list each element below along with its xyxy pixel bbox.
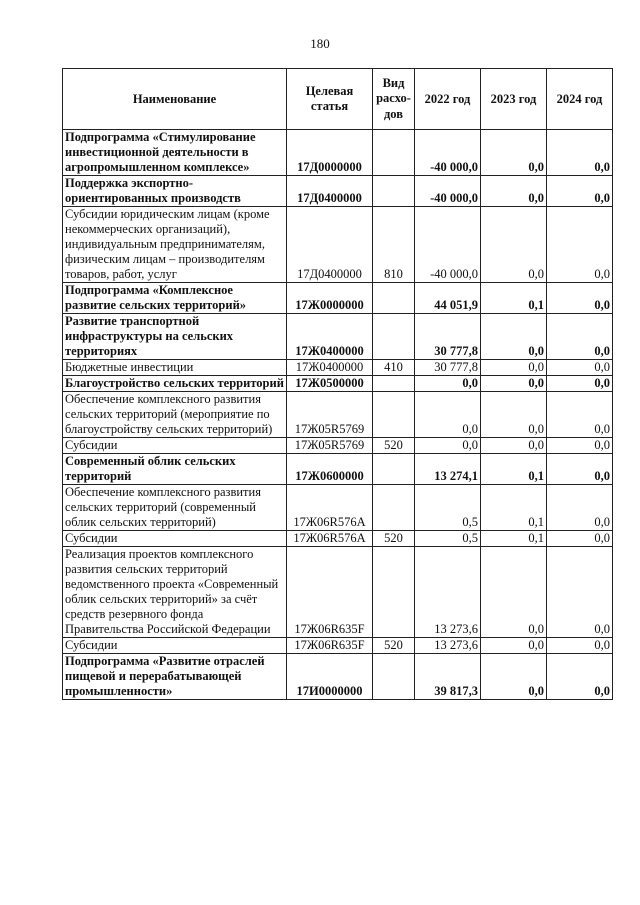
header-2023: 2023 год [481, 69, 547, 130]
table-row [63, 360, 613, 376]
row-name-cell: Обеспечение комплексного развития сельских территорий (современный облик сельских территорий) [63, 485, 287, 531]
header-2022: 2022 год [415, 69, 481, 130]
table-row [63, 376, 613, 392]
budget-table [62, 68, 613, 700]
row-name-cell: Благоустройство сельских территорий [63, 376, 287, 392]
row-type-cell [373, 283, 415, 314]
table-row [63, 130, 613, 176]
row-code-cell: 17Ж06R635F [287, 638, 373, 654]
row-type-cell: 520 [373, 438, 415, 454]
row-2023-cell: 0,0 [481, 360, 547, 376]
row-2023-cell: 0,0 [481, 654, 547, 700]
row-name-cell: Субсидии [63, 638, 287, 654]
row-type-cell [373, 485, 415, 531]
row-type-cell: 410 [373, 360, 415, 376]
row-2024-cell: 0,0 [547, 360, 613, 376]
row-2023-cell: 0,0 [481, 176, 547, 207]
table-row [63, 314, 613, 360]
row-name-cell: Субсидии [63, 531, 287, 547]
row-2023-cell: 0,0 [481, 207, 547, 283]
row-2024-cell: 0,0 [547, 547, 613, 638]
row-2022-cell: 13 273,6 [415, 547, 481, 638]
row-2024-cell: 0,0 [547, 314, 613, 360]
row-name-cell: Современный облик сельских территорий [63, 454, 287, 485]
row-2022-cell: 44 051,9 [415, 283, 481, 314]
row-type-cell [373, 130, 415, 176]
table-row [63, 283, 613, 314]
row-2024-cell: 0,0 [547, 638, 613, 654]
row-2023-cell: 0,1 [481, 531, 547, 547]
row-type-cell [373, 376, 415, 392]
row-2024-cell: 0,0 [547, 454, 613, 485]
table-body [63, 130, 613, 700]
table-row [63, 454, 613, 485]
row-code-cell: 17Ж0000000 [287, 283, 373, 314]
row-2023-cell: 0,1 [481, 283, 547, 314]
row-code-cell: 17Ж0600000 [287, 454, 373, 485]
row-2024-cell: 0,0 [547, 654, 613, 700]
row-2024-cell: 0,0 [547, 485, 613, 531]
row-2023-cell: 0,0 [481, 438, 547, 454]
row-type-cell [373, 314, 415, 360]
row-2022-cell: 0,0 [415, 438, 481, 454]
row-code-cell: 17Д0400000 [287, 207, 373, 283]
row-type-cell [373, 654, 415, 700]
table-row [63, 438, 613, 454]
row-2024-cell: 0,0 [547, 392, 613, 438]
row-2023-cell: 0,0 [481, 376, 547, 392]
row-name-cell: Развитие транспортной инфраструктуры на сельских территориях [63, 314, 287, 360]
row-type-cell [373, 392, 415, 438]
row-type-cell [373, 547, 415, 638]
row-name-cell: Бюджетные инвестиции [63, 360, 287, 376]
row-type-cell: 520 [373, 638, 415, 654]
row-code-cell: 17Ж06R576A [287, 531, 373, 547]
row-2022-cell: -40 000,0 [415, 176, 481, 207]
row-2022-cell: 0,5 [415, 485, 481, 531]
row-2024-cell: 0,0 [547, 376, 613, 392]
row-name-cell: Подпрограмма «Комплексное развитие сельских территорий» [63, 283, 287, 314]
row-name-cell: Подпрограмма «Развитие отраслей пищевой и перерабатывающей промышленности» [63, 654, 287, 700]
table-row [63, 547, 613, 638]
row-2024-cell: 0,0 [547, 531, 613, 547]
row-code-cell: 17Ж06R576A [287, 485, 373, 531]
table-row [63, 654, 613, 700]
row-name-cell: Обеспечение комплексного развития сельских территорий (мероприятие по благоустройству сельских территорий) [63, 392, 287, 438]
row-2022-cell: 13 273,6 [415, 638, 481, 654]
row-name-cell: Субсидии юридическим лицам (кроме некоммерческих организаций), индивидуальным предпринимателям, физическим лицам – производителям товаров, работ, услуг [63, 207, 287, 283]
row-code-cell: 17Д0000000 [287, 130, 373, 176]
table-row [63, 485, 613, 531]
row-code-cell: 17Д0400000 [287, 176, 373, 207]
row-2023-cell: 0,1 [481, 485, 547, 531]
table-header-row [63, 69, 613, 130]
row-type-cell [373, 454, 415, 485]
row-type-cell [373, 176, 415, 207]
row-2023-cell: 0,0 [481, 130, 547, 176]
row-type-cell: 810 [373, 207, 415, 283]
table-row [63, 176, 613, 207]
row-code-cell: 17Ж05R5769 [287, 392, 373, 438]
row-name-cell: Субсидии [63, 438, 287, 454]
row-name-cell: Поддержка экспортно-ориентированных производств [63, 176, 287, 207]
row-2022-cell: -40 000,0 [415, 130, 481, 176]
row-2024-cell: 0,0 [547, 438, 613, 454]
row-2023-cell: 0,0 [481, 392, 547, 438]
row-code-cell: 17Ж05R5769 [287, 438, 373, 454]
table-row [63, 207, 613, 283]
row-name-cell: Подпрограмма «Стимулирование инвестиционной деятельности в агропромышленном комплексе» [63, 130, 287, 176]
row-code-cell: 17И0000000 [287, 654, 373, 700]
row-2022-cell: 39 817,3 [415, 654, 481, 700]
row-2023-cell: 0,0 [481, 547, 547, 638]
row-name-cell: Реализация проектов комплексного развития сельских территорий ведомственного проекта «Современный облик сельских территорий» за счёт средств резервного фонда Правительства Российской Федерации [63, 547, 287, 638]
row-2022-cell: 0,0 [415, 376, 481, 392]
row-2023-cell: 0,0 [481, 638, 547, 654]
row-2022-cell: 30 777,8 [415, 360, 481, 376]
row-2024-cell: 0,0 [547, 207, 613, 283]
header-2024: 2024 год [547, 69, 613, 130]
row-code-cell: 17Ж0400000 [287, 360, 373, 376]
table-row [63, 392, 613, 438]
header-code: Целевая статья [287, 69, 373, 130]
row-code-cell: 17Ж0400000 [287, 314, 373, 360]
header-name: Наименование [63, 69, 287, 130]
row-2023-cell: 0,0 [481, 314, 547, 360]
row-2022-cell: 0,5 [415, 531, 481, 547]
row-2022-cell: 0,0 [415, 392, 481, 438]
row-code-cell: 17Ж06R635F [287, 547, 373, 638]
row-2022-cell: -40 000,0 [415, 207, 481, 283]
row-2022-cell: 13 274,1 [415, 454, 481, 485]
table-row [63, 638, 613, 654]
row-2024-cell: 0,0 [547, 176, 613, 207]
page-number: 180 [310, 36, 330, 51]
row-2023-cell: 0,1 [481, 454, 547, 485]
row-2024-cell: 0,0 [547, 130, 613, 176]
row-2024-cell: 0,0 [547, 283, 613, 314]
row-type-cell: 520 [373, 531, 415, 547]
table-row [63, 531, 613, 547]
row-code-cell: 17Ж0500000 [287, 376, 373, 392]
row-2022-cell: 30 777,8 [415, 314, 481, 360]
header-type: Вид расхо-дов [373, 69, 415, 130]
